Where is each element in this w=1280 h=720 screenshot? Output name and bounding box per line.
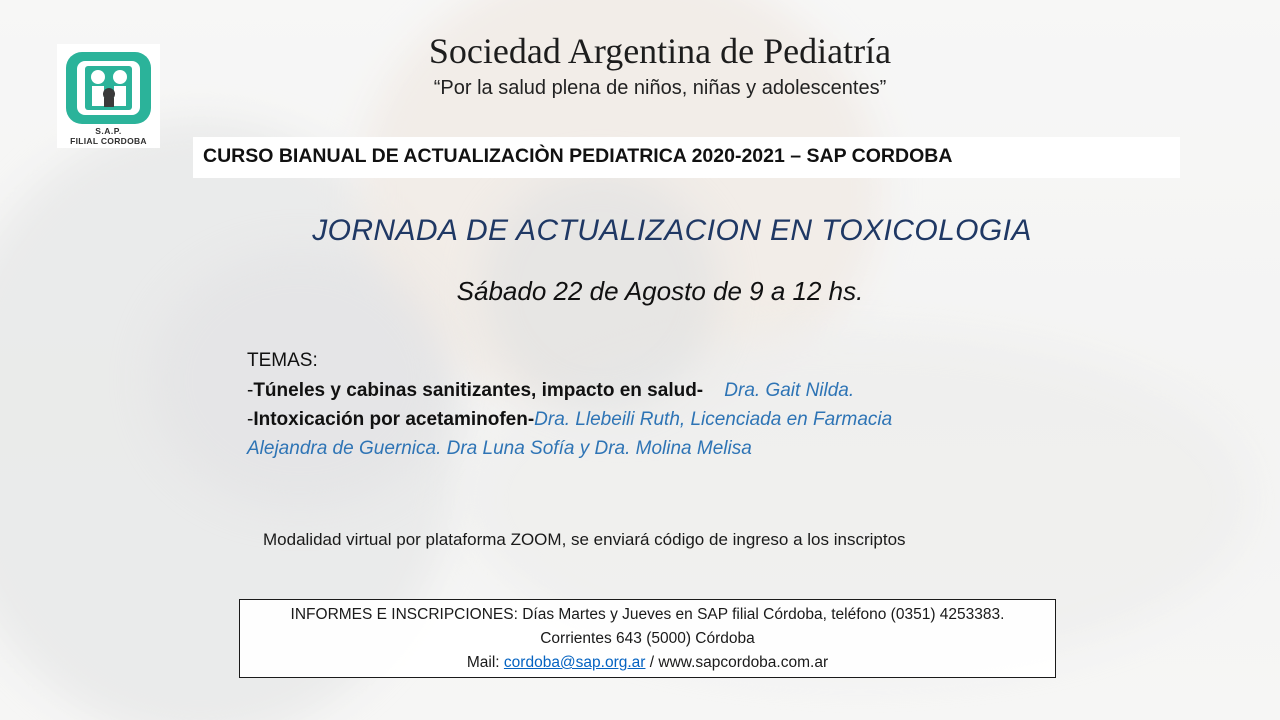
topic-title: Intoxicación por acetaminofen- <box>253 409 535 430</box>
info-address: Corrientes 643 (5000) Córdoba <box>540 630 755 647</box>
topic-speaker: Dra. Gait Nilda. <box>724 380 855 401</box>
event-date: Sábado 22 de Agosto de 9 a 12 hs. <box>456 276 864 306</box>
sap-emblem-icon <box>64 50 153 126</box>
logo-label-filial: FILIAL CORDOBA <box>70 136 147 146</box>
topic-title: Túneles y cabinas sanitizantes, impacto en salud- <box>253 380 704 401</box>
topic-item-continued <box>247 438 752 460</box>
topic-speaker: Alejandra de Guernica. Dra Luna Sofía y Dra. Molina Melisa <box>247 438 752 459</box>
course-banner: CURSO BIANUAL DE ACTUALIZACIÒN PEDIATRICA 2020-2021 – SAP CORDOBA <box>193 137 1180 178</box>
website-text: www.sapcordoba.com.ar <box>658 654 829 671</box>
modality-note: Modalidad virtual por plataforma ZOOM, se enviará código de ingreso a los inscriptos <box>263 530 906 549</box>
topic-prefix: - <box>247 380 254 401</box>
topic-prefix: - <box>247 409 254 430</box>
topic-item <box>247 380 854 402</box>
mail-label: Mail: <box>466 654 504 671</box>
info-box <box>239 599 1056 678</box>
event-title: JORNADA DE ACTUALIZACION EN TOXICOLOGIA <box>312 214 1032 247</box>
info-registration: INFORMES E INSCRIPCIONES: Días Martes y Jueves en SAP filial Córdoba, teléfono (0351) 4253383. <box>290 606 1005 623</box>
topic-speaker: Dra. Llebeili Ruth, Licenciada en Farmacia <box>534 409 893 430</box>
topic-item <box>247 409 892 431</box>
info-contact <box>240 651 1055 675</box>
contact-separator: / <box>645 654 659 671</box>
organization-title: Sociedad Argentina de Pediatría <box>428 31 892 71</box>
logo-label-sap: S.A.P. <box>95 126 122 136</box>
email-link[interactable]: cordoba@sap.org.ar <box>503 654 646 671</box>
organization-slogan: “Por la salud plena de niños, niñas y adolescentes” <box>433 77 887 99</box>
sap-logo <box>57 44 160 148</box>
topics-heading: TEMAS: <box>247 350 318 371</box>
